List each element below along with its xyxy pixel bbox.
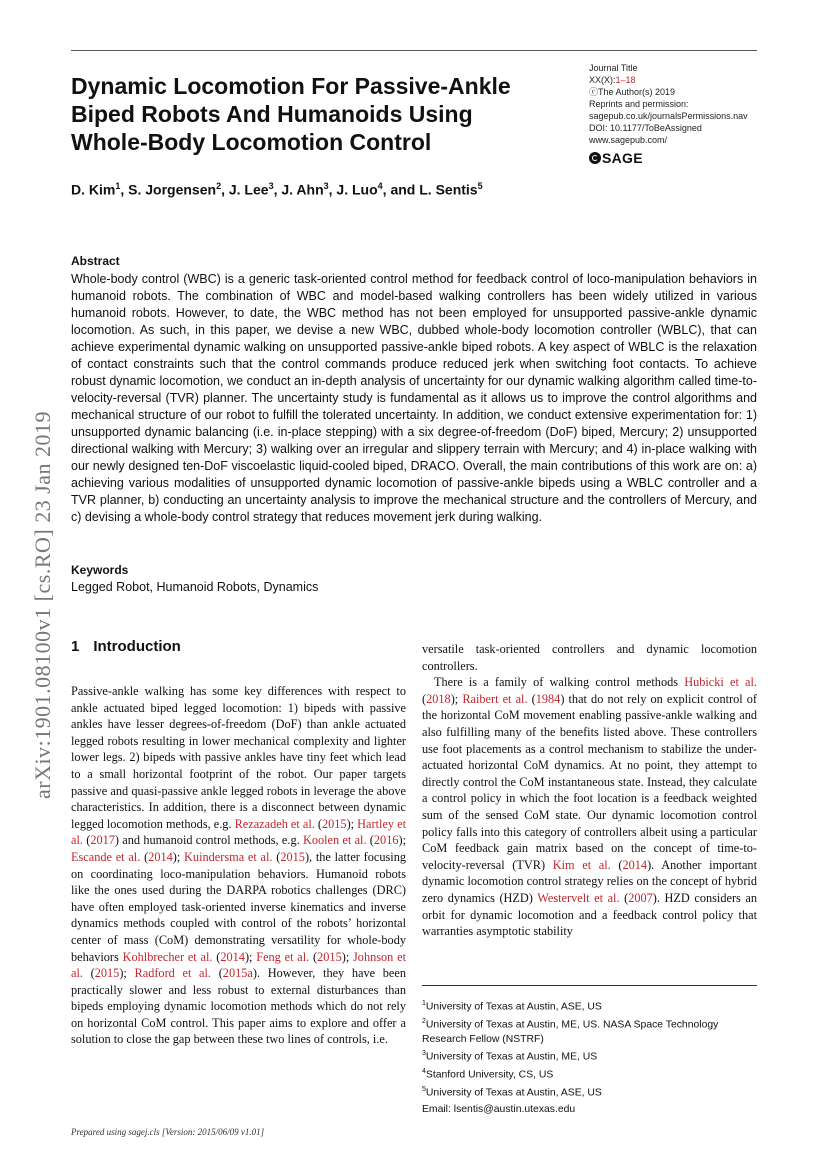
intro-paragraph-1 [71,683,406,1048]
text-segment: ( [314,816,322,831]
text-segment: ( [422,691,427,706]
text-segment: ( [366,833,374,848]
top-rule [71,50,757,51]
citation-link[interactable]: Hubicki et al. [684,675,757,690]
text-segment: ( [140,849,149,864]
author-separator: , [273,181,282,198]
citation-link[interactable]: 2015 [321,816,347,831]
text-segment: ); [341,949,354,964]
page-range-link[interactable]: 1–18 [615,75,636,85]
author-name: J. Ahn [281,181,324,198]
text-segment: ). Another important dynamic locomotion control strategy relies on the concept of hybrid zero dynamics (HZD) [422,857,757,905]
footnote-text: University of Texas at Austin, ME, US [425,1051,598,1063]
footnote-number: 5 [422,1085,426,1093]
section-number: 1 [71,638,80,655]
text-segment: ( [211,966,223,981]
citation-link[interactable]: Johnson et al. [71,949,406,981]
citation-link[interactable]: 2014 [148,849,173,864]
citation-link[interactable]: Hartley et al. [71,816,406,848]
section-title: Introduction [93,638,181,655]
author-name: J. Lee [228,181,269,198]
citation-link[interactable]: 2017 [90,833,115,848]
author-affiliation-number: 3 [323,181,329,191]
author-affiliation-number: 2 [216,181,222,191]
text-segment: ( [309,949,318,964]
journal-info [589,62,764,146]
citation-link[interactable]: Feng et al. [256,949,310,964]
journal-volume: XX(X):1–18 [589,75,636,85]
footnote-text: Stanford University, CS, US [425,1069,554,1081]
citation-link[interactable]: 2015 [317,949,342,964]
citation-link[interactable]: Radford et al. [134,966,212,981]
footnote-number: 1 [422,1000,426,1007]
citation-link[interactable]: Kim et al. [552,857,611,872]
reprints: Reprints and permission: [589,99,689,109]
citation-link[interactable]: Kuindersma et al. [184,849,273,864]
citation-link[interactable]: 2015 [94,966,120,981]
copyright: ⓒThe Author(s) 2019 [589,87,676,97]
citation-link[interactable]: 2018 [426,691,451,706]
citation-link[interactable]: 2016 [373,833,399,848]
author-separator: , [120,181,129,198]
footnotes [422,997,757,1117]
abstract-text: Whole-body control (WBC) is a generic task-oriented control method for feedback control of loco-manipulation behaviors in humanoid robots. The combination of WBC and model-based walking controllers has been widely utilized in various humanoid robots. However, to date, the WBC method has not been employed for unsupported passive-ankle dynamic locomotion. As such, in this paper, we devise a new WBC, dubbed whole-body locomotion controller (WBLC), that can achieve experimental dynamic walking on unsupported passive-ankle biped robots. A key aspect of WBLC is the relaxation of contact constraints such that the control commands produce reduced jerk when switching foot contacts. To achieve robust dynamic locomotion, we conduct an in-depth analysis of uncertainty for our dynamic walking algorithm called time-to-velocity-reversal (TVR) planner. The uncertainty study is fundamental as it allows us to improve the control algorithms and mechanical structure of our robot to fulfill the tolerated uncertainty. In addition, we conduct extensive experimentation for: 1) unsupported dynamic balancing (i.e. in-place stepping) with a six degree-of-freedom (DoF) biped, Mercury; 2) unsupported directional walking with Mercury; 3) walking over an irregular and slippery terrain with Mercury; and 4) in-place walking with our newly designed ten-DoF viscoelastic liquid-cooled biped, DRACO. Overall, the main contributions of this work are on: a) achieving various modalities of unsupported dynamic locomotion of passive-ankle bipeds using a WBLC controller and a TVR planner, b) conducting an uncertainty analysis to improve the mechanical structure and the controllers of Mercury, and c) devising a whole-body control strategy that reduces movement jerk during walking. [71,272,757,524]
arxiv-identifier[interactable]: arXiv:1901.08100v1 [cs.RO] 23 Jan 2019 [30,410,55,800]
text-segment: ) that do not rely on explicit control of the horizontal CoM movement enabling passive-ankle walking and also fulfilling many of the benefits listed above. These controllers use foot placements as a control mechanism to stabilize the under-actuated horizontal CoM dynamics. At no point, they attempt to directly control the CoM instantaneous state. Instead, they calculate a control policy in which the foot location is a feedback weighted sum of the sensed CoM state. Our dynamic locomotion control policy falls into this category of controllers albeit using a particular CoM feedback gain matrix based on the concept of time-to-velocity-reversal (TVR) [422,691,758,872]
text-segment: ( [82,966,95,981]
author-name: L. Sentis [419,181,478,198]
author-name: J. Luo [336,181,378,198]
text-segment: ( [272,849,281,864]
footnote-item [422,997,757,1015]
citation-link[interactable]: Westervelt et al. [537,890,620,905]
author-affiliation-number: 4 [377,181,383,191]
text-segment: ); [398,833,407,848]
footnote-rule [422,985,757,986]
author-affiliation-number: 5 [477,181,483,191]
footnote-text: University of Texas at Austin, ASE, US [425,1001,602,1013]
journal-website: www.sagepub.com/ [589,135,668,145]
text-segment: ). However, they have been practically slower and less robust to external disturbances than bipeds employing dynamic locomotion methods which do not rely on horizontal CoM control. This paper aims to explore and offer a solution to close the gap between these two lines of controls, i.e. [71,966,406,1047]
prepared-using: Prepared using sagej.cls [Version: 2015/06/09 v1.01] [71,1127,265,1137]
intro-right-column [422,641,757,940]
footnote-item [422,1065,757,1083]
author-list [71,181,483,198]
intro-paragraph-2 [422,674,757,940]
author-affiliation-number: 1 [115,181,121,191]
text-segment: ) and humanoid control methods, e.g. [114,833,303,848]
author-separator: , [328,181,337,198]
doi: DOI: 10.1177/ToBeAssigned [589,123,702,133]
text-segment: ( [82,833,91,848]
intro-paragraph-continued: versatile task-oriented controllers and dynamic locomotion controllers. [422,642,757,673]
text-segment: There is a family of walking control methods [434,675,685,690]
citation-link[interactable]: Raibert et al. [462,691,528,706]
text-segment: ), the latter focusing on coordinating loco-manipulation behaviors. Humanoid robots like the ones used during the DARPA robotics challenges (DRC) have often employed task-oriented inverse kinematics and inverse dynamics methods coupled with control of the robots’ horizontal center of mass (CoM) demonstrating versatility for whole-body behaviors [71,849,407,964]
footnote-text: University of Texas at Austin, ME, US. NASA Space Technology Research Fellow (NSTRF) [422,1019,719,1045]
citation-link[interactable]: Kohlbrecher et al. [122,949,213,964]
author-affiliation-number: 3 [268,181,274,191]
text-segment: ( [610,857,623,872]
contact-email[interactable]: Email: lsentis@austin.utexas.edu [422,1103,576,1115]
author-name: D. Kim [71,181,116,198]
sage-logo-icon [589,152,601,164]
keywords-heading: Keywords [71,563,129,577]
paper-title: Dynamic Locomotion For Passive-Ankle Biped Robots And Humanoids Using Whole-Body Locomotion Control [71,73,511,155]
affiliation-list [422,997,757,1101]
footnote-item [422,1047,757,1065]
section-heading [71,638,181,655]
citation-link[interactable]: 1984 [535,691,561,706]
footnote-number: 4 [422,1068,426,1076]
text-segment: ). HZD considers an orbit for dynamic locomotion and a feedback control policy that warranties asymptotic stability [422,890,758,939]
sage-logo: SAGE [589,150,643,166]
journal-name: Journal Title [589,63,638,73]
citation-link[interactable]: 2014 [220,949,245,964]
citation-link[interactable]: 2007 [628,890,653,905]
author-separator: , and [382,181,420,198]
text-segment: ( [212,949,221,964]
footnote-text: University of Texas at Austin, ASE, US [425,1087,602,1099]
text-segment: ( [527,691,536,706]
abstract-heading: Abstract [71,254,120,268]
text-segment: ); [244,949,257,964]
footnote-item [422,1015,757,1047]
footnote-item [422,1083,757,1101]
citation-link[interactable]: 2014 [622,857,648,872]
citation-link[interactable]: 2015 [280,849,305,864]
footnote-number: 2 [422,1017,426,1025]
keywords-text: Legged Robot, Humanoid Robots, Dynamics [71,580,319,594]
text-segment: ( [619,890,629,905]
text-segment: ); [346,816,358,831]
author-name: S. Jorgensen [128,181,217,198]
text-segment: Passive-ankle walking has some key differences with respect to ankle actuated biped legged locomotion: 1) bipeds with passive ankles have lesser degrees-of-freedom (DoF) than ankle actuated legged robots resulting in lower mechanical complexity and lighter lower legs. 2) bipeds with passive ankles have tiny feet which lead to a small horizontal footprint of the robot. Our paper targets passive and quasi-passive ankle legged robots in leverage the above characteristics. In addition, there is a disconnect between dynamic legged locomotion methods, e.g. [71,684,406,831]
citation-link[interactable]: 2015a [222,966,253,981]
citation-link[interactable]: Koolen et al. [302,833,367,848]
citation-link[interactable]: Escande et al. [71,849,141,864]
text-segment: ); [450,691,463,706]
footnote-number: 3 [422,1050,426,1058]
intro-left-column [71,683,406,1048]
author-separator: , [221,181,229,198]
citation-link[interactable]: Rezazadeh et al. [234,816,315,831]
permissions-url: sagepub.co.uk/journalsPermissions.nav [589,111,748,121]
text-segment: ); [119,966,135,981]
text-segment: ); [172,849,185,864]
